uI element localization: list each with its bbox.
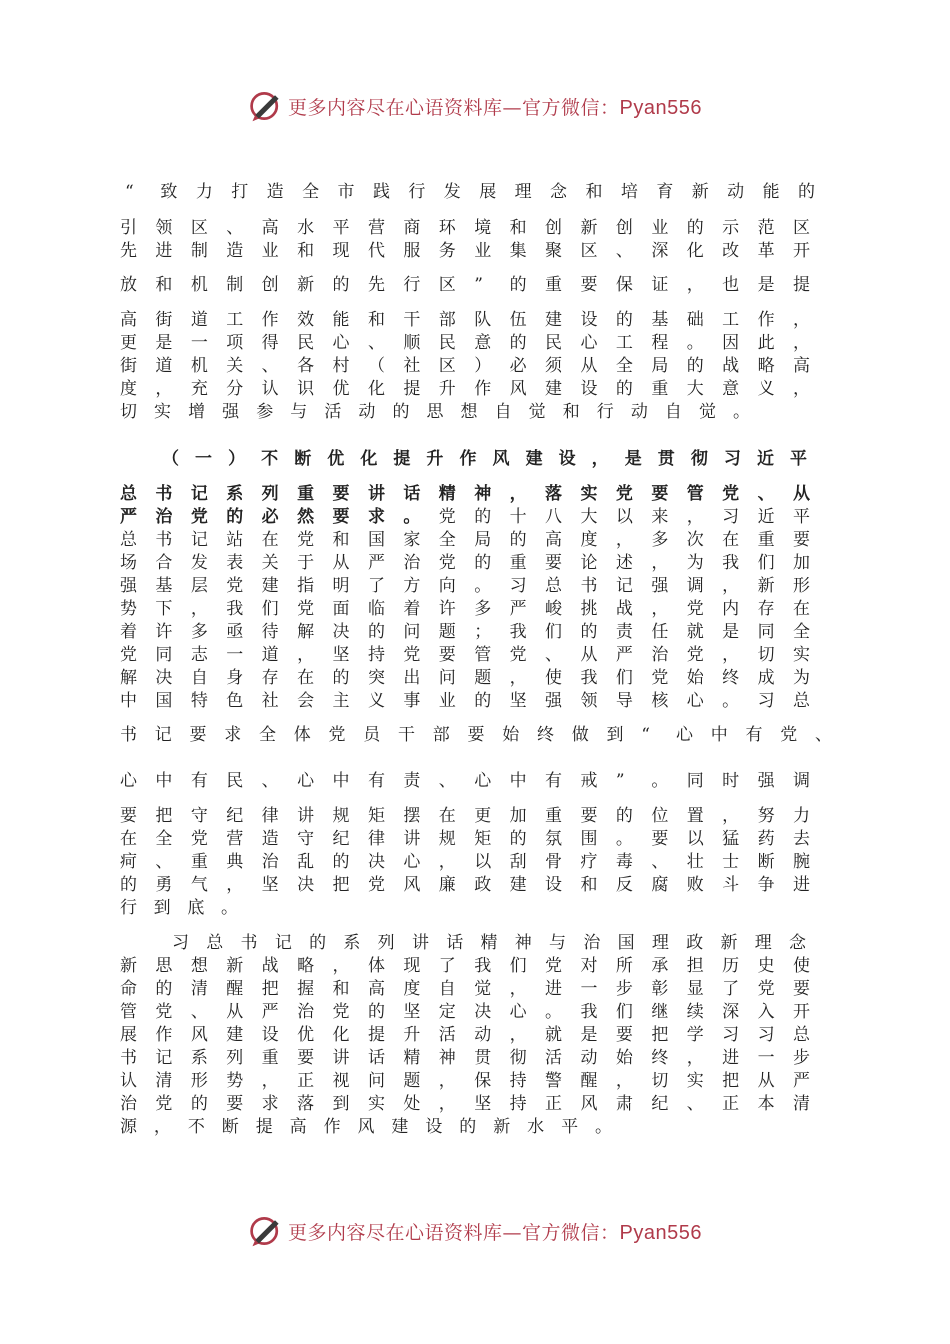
text-line: 书 记 系 列 重 要 讲 话 精 神 贯 彻 活 动 始 终 ， 进 一 步 bbox=[120, 1048, 810, 1068]
text-line: 的 勇 气 ， 坚 决 把 党 风 廉 政 建 设 和 反 腐 败 斗 争 进 bbox=[120, 875, 810, 895]
text-line: 习 总 书 记 的 系 列 讲 话 精 神 与 治 国 理 政 新 理 念 bbox=[172, 933, 806, 953]
text-line: 新 思 想 新 战 略 ， 体 现 了 我 们 党 对 所 承 担 历 史 使 bbox=[120, 956, 810, 976]
text-line: 更 是 一 项 得 民 心 、 顺 民 意 的 民 心 工 程 。 因 此 ， bbox=[120, 333, 810, 353]
text-line: 在 全 党 营 造 守 纪 律 讲 规 矩 的 氛 围 。 要 以 猛 药 去 bbox=[120, 829, 810, 849]
text-line: （ 一 ） 不 断 优 化 提 升 作 风 建 设 ， 是 贯 彻 习 近 平 bbox=[162, 449, 807, 469]
text-line: 总 书 记 系 列 重 要 讲 话 精 神 ， 落 实 党 要 管 党 、 从 bbox=[120, 484, 810, 504]
text-line: “ 致 力 打 造 全 市 践 行 发 展 理 念 和 培 育 新 动 能 的 bbox=[125, 182, 815, 202]
text-line: 治 党 的 要 求 落 到 实 处 ， 坚 持 正 风 肃 纪 、 正 本 清 bbox=[120, 1094, 810, 1114]
header-banner bbox=[0, 86, 950, 126]
text-line: 心 中 有 民 、 心 中 有 责 、 心 中 有 戒 ” 。 同 时 强 调 bbox=[120, 771, 810, 791]
text-line: 管 党 、 从 严 治 党 的 坚 定 决 心 。 我 们 继 续 深 入 开 bbox=[120, 1002, 810, 1022]
text-line: 党 同 志 一 道 ， 坚 持 党 要 管 党 、 从 严 治 党 ， 切 实 bbox=[120, 645, 810, 665]
text-line: 源 ， 不 断 提 高 作 风 建 设 的 新 水 平 。 bbox=[120, 1117, 612, 1137]
text-line: 解 决 自 身 存 在 的 突 出 问 题 ， 使 我 们 党 始 终 成 为 bbox=[120, 668, 810, 688]
footer-banner bbox=[0, 1211, 950, 1251]
text-line: 命 的 清 醒 把 握 和 高 度 自 觉 ， 进 一 步 彰 显 了 党 要 bbox=[120, 979, 810, 999]
text-line: 展 作 风 建 设 优 化 提 升 活 动 ， 就 是 要 把 学 习 习 总 bbox=[120, 1025, 810, 1045]
text-line: 认 清 形 势 ， 正 视 问 题 ， 保 持 警 醒 ， 切 实 把 从 严 bbox=[120, 1071, 810, 1091]
text-line: 要 把 守 纪 律 讲 规 矩 摆 在 更 加 重 要 的 位 置 ， 努 力 bbox=[120, 806, 810, 826]
text-line: 中 国 特 色 社 会 主 义 事 业 的 坚 强 领 导 核 心 。 习 总 bbox=[120, 691, 810, 711]
text-line: 先 进 制 造 业 和 现 代 服 务 业 集 聚 区 、 深 化 改 革 开 bbox=[120, 241, 810, 261]
banner-caption: 更多内容尽在心语资料库—官方微信：Pyan556 bbox=[288, 1221, 702, 1244]
text-line: 着 许 多 亟 待 解 决 的 问 题 ； 我 们 的 责 任 就 是 同 全 bbox=[120, 622, 810, 642]
text-line: 放 和 机 制 创 新 的 先 行 区 ” 的 重 要 保 证 ， 也 是 提 bbox=[120, 275, 810, 295]
text-line: 切 实 增 强 参 与 活 动 的 思 想 自 觉 和 行 动 自 觉 。 bbox=[120, 402, 750, 422]
text-line: 度 ， 充 分 认 识 优 化 提 升 作 风 建 设 的 重 大 意 义 ， bbox=[120, 379, 810, 399]
text-line: 引 领 区 、 高 水 平 营 商 环 境 和 创 新 创 业 的 示 范 区 bbox=[120, 218, 810, 238]
pen-logo-icon bbox=[248, 1213, 284, 1249]
text-line: 书 记 要 求 全 体 党 员 干 部 要 始 终 做 到 “ 心 中 有 党 、 bbox=[120, 725, 832, 745]
text-line: 街 道 机 关 、 各 村 （ 社 区 ） 必 须 从 全 局 的 战 略 高 bbox=[120, 356, 810, 376]
text-line: 疴 、 重 典 治 乱 的 决 心 ， 以 刮 骨 疗 毒 、 壮 士 断 腕 bbox=[120, 852, 810, 872]
pen-logo-icon bbox=[248, 88, 284, 124]
text-line: 场 合 发 表 关 于 从 严 治 党 的 重 要 论 述 ， 为 我 们 加 bbox=[120, 553, 810, 573]
text-line: 行 到 底 。 bbox=[120, 898, 238, 918]
text-line: 强 基 层 党 建 指 明 了 方 向 。 习 总 书 记 强 调 ， 新 形 bbox=[120, 576, 810, 596]
text-line: 高 街 道 工 作 效 能 和 干 部 队 伍 建 设 的 基 础 工 作 ， bbox=[120, 310, 810, 330]
text-line: 总 书 记 站 在 党 和 国 家 全 局 的 高 度 ， 多 次 在 重 要 bbox=[120, 530, 810, 550]
banner-caption: 更多内容尽在心语资料库—官方微信：Pyan556 bbox=[288, 96, 702, 119]
text-line: 严 治 党 的 必 然 要 求 。 党 的 十 八 大 以 来 ， 习 近 平 bbox=[120, 507, 810, 527]
text-line: 势 下 ， 我 们 党 面 临 着 许 多 严 峻 挑 战 ， 党 内 存 在 bbox=[120, 599, 810, 619]
